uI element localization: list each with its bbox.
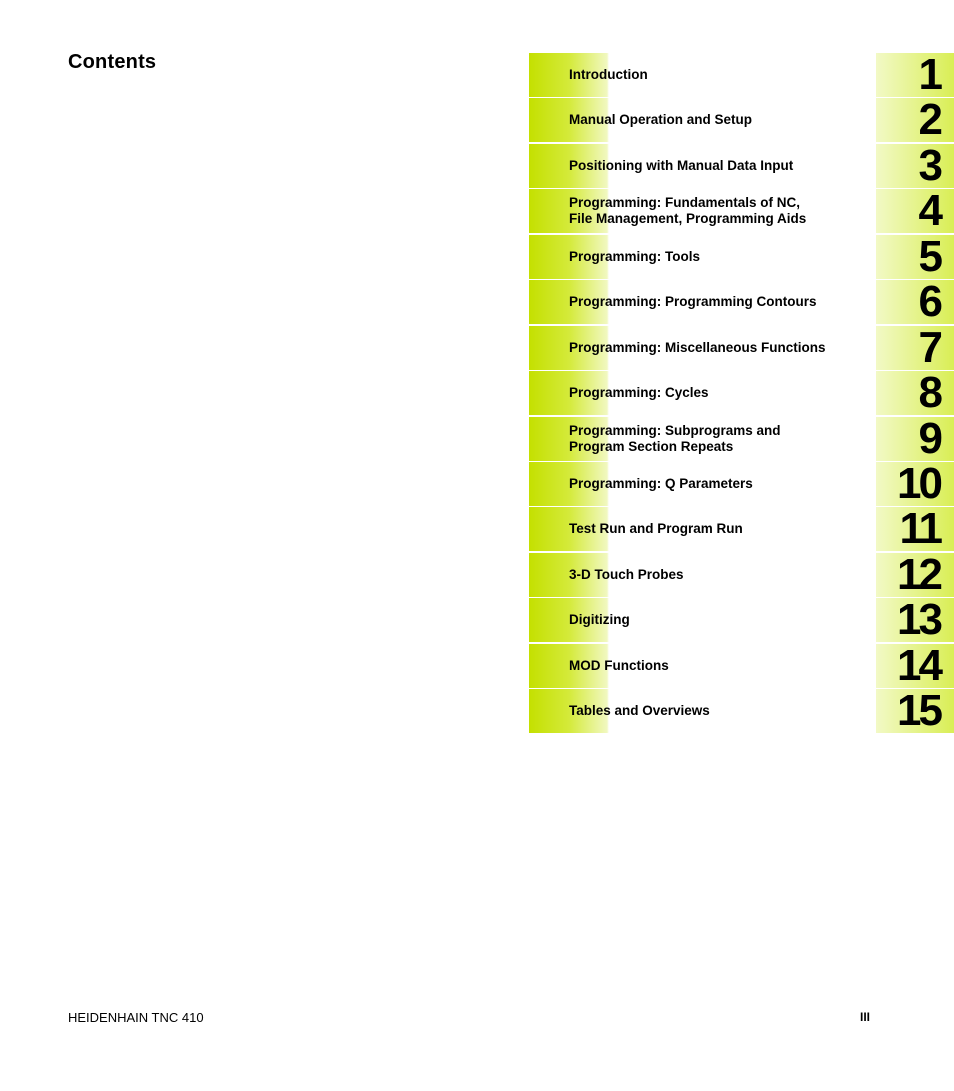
chapter-number: 8 <box>918 371 940 416</box>
toc-item-label: Digitizing <box>569 612 630 628</box>
chapter-number: 9 <box>918 416 940 461</box>
chapter-tab-9[interactable] <box>876 417 954 461</box>
chapter-tab-4[interactable] <box>876 189 954 233</box>
toc-item-label: Test Run and Program Run <box>569 521 743 537</box>
toc-item-introduction[interactable] <box>529 53 874 97</box>
footer-page-number: III <box>860 1010 871 1024</box>
toc-item-manual-operation[interactable] <box>529 98 874 142</box>
toc-list <box>529 53 874 735</box>
toc-item-tools[interactable] <box>529 235 874 279</box>
chapter-tab-2[interactable] <box>876 98 954 142</box>
chapter-tab-15[interactable] <box>876 689 954 733</box>
chapter-number: 5 <box>918 234 940 279</box>
toc-item-label: Manual Operation and Setup <box>569 112 753 128</box>
toc-item-touch-probes[interactable] <box>529 553 874 597</box>
toc-item-label: Programming: Fundamentals of NC, File Management, Programming Aids <box>569 195 807 227</box>
chapter-number: 11 <box>899 507 940 552</box>
chapter-tab-7[interactable] <box>876 326 954 370</box>
footer-product: HEIDENHAIN TNC 410 <box>68 1010 204 1025</box>
toc-item-subprograms[interactable] <box>529 417 874 461</box>
toc-item-label: Tables and Overviews <box>569 703 710 719</box>
toc-item-test-run[interactable] <box>529 507 874 551</box>
toc-item-label: Programming: Programming Contours <box>569 294 817 310</box>
chapter-number: 12 <box>897 552 940 597</box>
toc-item-label: MOD Functions <box>569 657 669 673</box>
chapter-tab-1[interactable] <box>876 53 954 97</box>
chapter-number: 10 <box>897 461 940 506</box>
chapter-number: 3 <box>918 143 940 188</box>
toc-item-label: Programming: Q Parameters <box>569 475 753 491</box>
toc-item-mod-functions[interactable] <box>529 644 874 688</box>
chapter-number: 14 <box>897 643 940 688</box>
toc-item-label: 3-D Touch Probes <box>569 566 684 582</box>
chapter-number: 1 <box>918 53 940 97</box>
chapter-number: 15 <box>897 689 940 734</box>
chapter-number: 7 <box>918 325 940 370</box>
chapter-tab-14[interactable] <box>876 644 954 688</box>
toc-item-label: Positioning with Manual Data Input <box>569 157 794 173</box>
toc-item-label: Introduction <box>569 67 648 82</box>
chapter-number: 6 <box>918 280 940 325</box>
chapter-number: 2 <box>918 98 940 143</box>
page-title: Contents <box>68 51 157 73</box>
toc-item-label: Programming: Subprograms and Program Section Repeats <box>569 422 781 454</box>
toc-item-label: Programming: Cycles <box>569 385 709 401</box>
chapter-number: 13 <box>897 598 940 643</box>
toc-item-cycles[interactable] <box>529 371 874 415</box>
chapter-tab-12[interactable] <box>876 553 954 597</box>
chapter-tab-list <box>876 53 954 735</box>
chapter-tab-10[interactable] <box>876 462 954 506</box>
toc-item-tables[interactable] <box>529 689 874 733</box>
toc-item-digitizing[interactable] <box>529 598 874 642</box>
toc-item-q-parameters[interactable] <box>529 462 874 506</box>
chapter-tab-13[interactable] <box>876 598 954 642</box>
chapter-tab-6[interactable] <box>876 280 954 324</box>
chapter-tab-5[interactable] <box>876 235 954 279</box>
toc-item-positioning-mdi[interactable] <box>529 144 874 188</box>
chapter-tab-3[interactable] <box>876 144 954 188</box>
chapter-tab-8[interactable] <box>876 371 954 415</box>
toc-item-misc-functions[interactable] <box>529 326 874 370</box>
chapter-tab-11[interactable] <box>876 507 954 551</box>
toc-item-contours[interactable] <box>529 280 874 324</box>
toc-item-label: Programming: Miscellaneous Functions <box>569 339 826 355</box>
toc-item-label: Programming: Tools <box>569 248 701 264</box>
chapter-number: 4 <box>918 189 940 234</box>
toc-item-fundamentals[interactable] <box>529 189 874 233</box>
